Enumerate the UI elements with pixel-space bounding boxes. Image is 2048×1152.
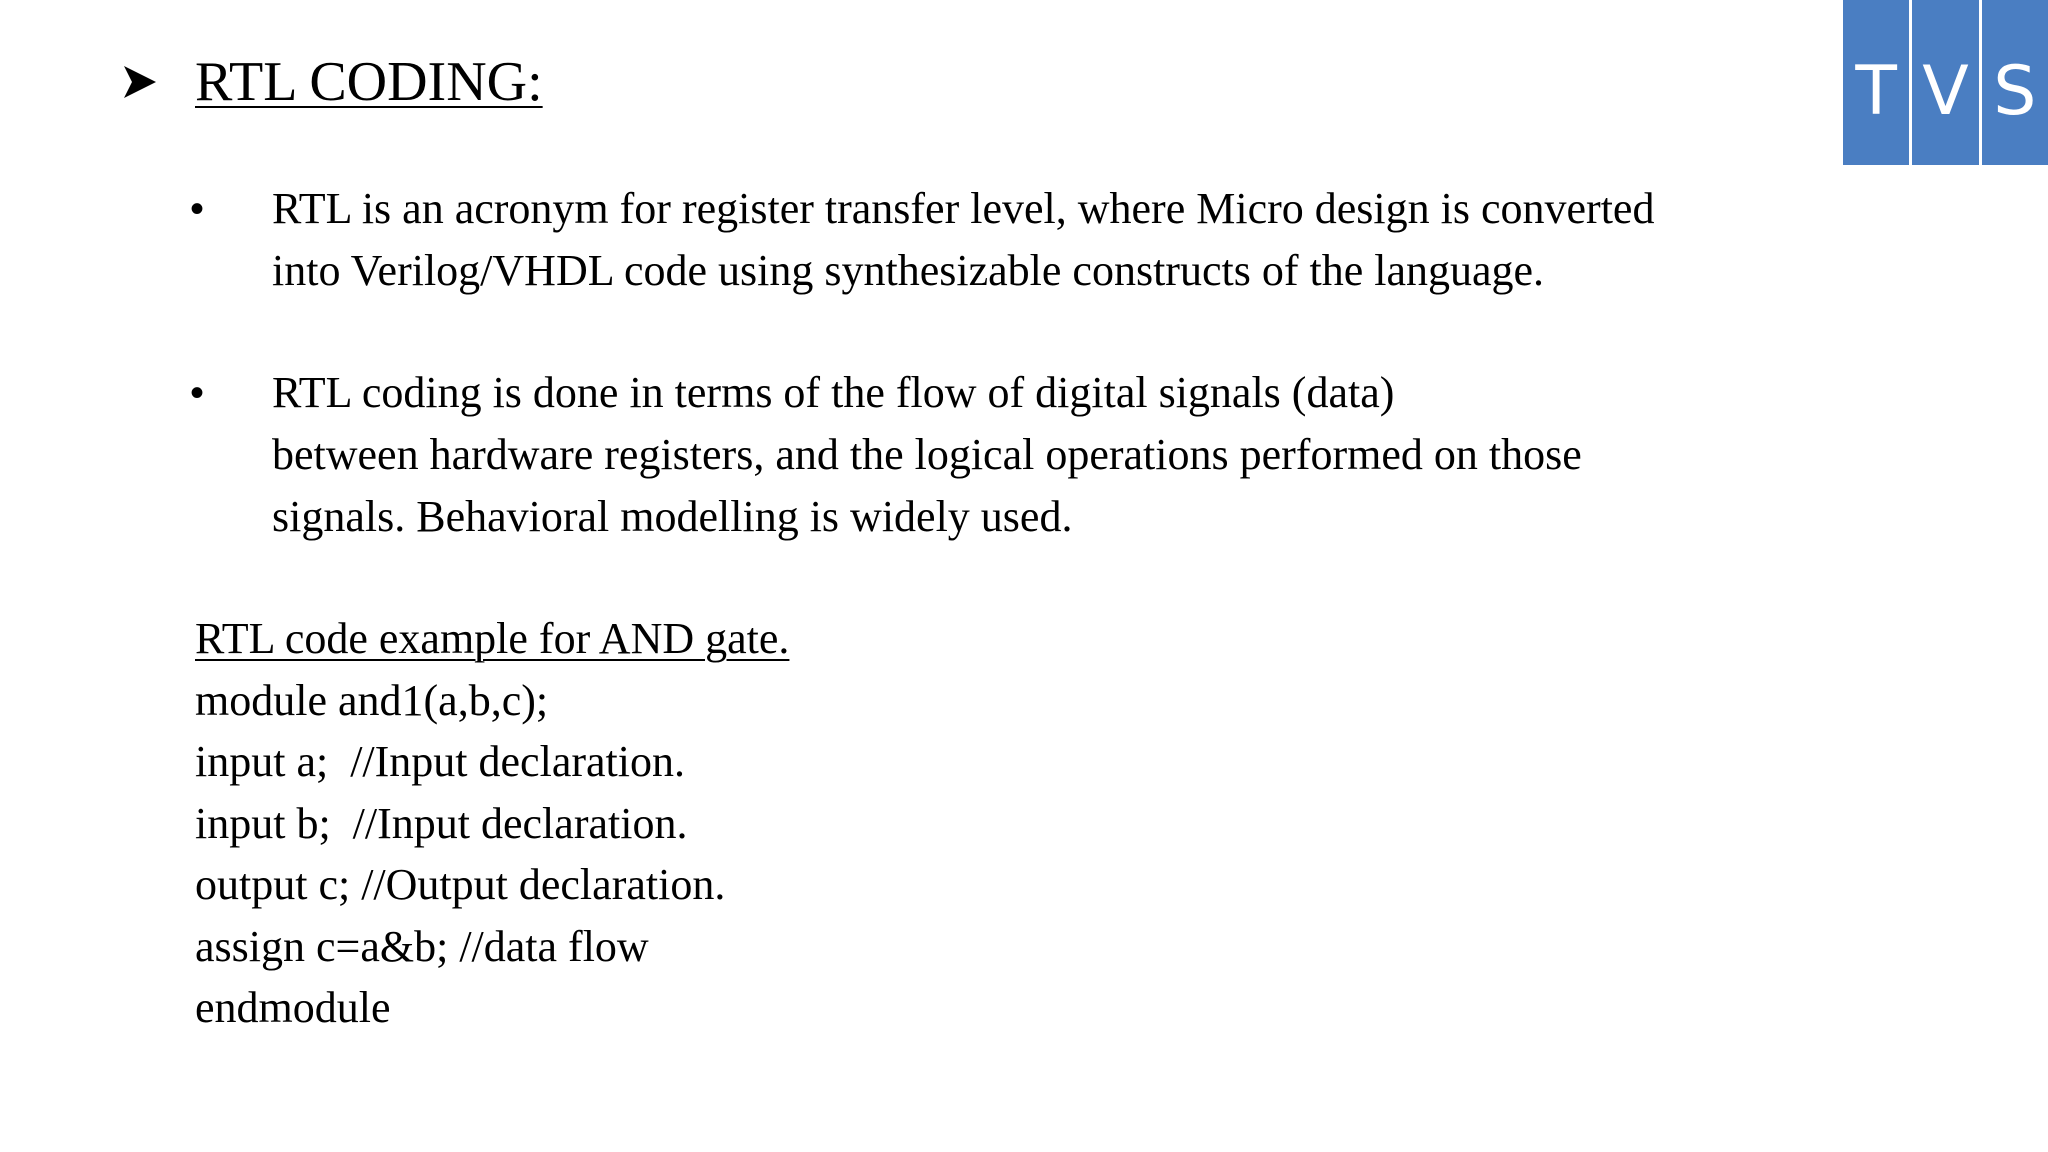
bullet-list xyxy=(190,178,1910,548)
tvs-logo xyxy=(1843,0,2048,165)
bullet-line: RTL is an acronym for register transfer level, where Micro design is converted xyxy=(272,184,1655,233)
heading-row xyxy=(120,50,543,114)
logo-letter: S xyxy=(1979,0,2048,165)
code-line: endmodule xyxy=(195,983,391,1032)
arrow-bullet-icon xyxy=(120,62,160,102)
code-line: output c; //Output declaration. xyxy=(195,860,726,909)
code-line: module and1(a,b,c); xyxy=(195,675,549,725)
bullet-line: into Verilog/VHDL code using synthesizable constructs of the language. xyxy=(272,246,1545,295)
page-title: RTL CODING: xyxy=(195,51,543,113)
bullet-line: signals. Behavioral modelling is widely used. xyxy=(272,492,1073,541)
bullet-line: RTL coding is done in terms of the flow of digital signals (data) xyxy=(272,368,1395,417)
bullet-line: between hardware registers, and the logical operations performed on those xyxy=(272,430,1582,479)
bullet-text xyxy=(272,362,1910,548)
bullet-dot-icon: • xyxy=(190,371,205,415)
logo-letter: T xyxy=(1855,51,1897,131)
bullet-text xyxy=(272,178,1910,302)
code-example xyxy=(195,608,789,1039)
code-line: input b; //Input declaration. xyxy=(195,798,688,848)
bullet-item xyxy=(190,362,1910,548)
bullet-item xyxy=(190,178,1910,302)
code-line: input a; //Input declaration. xyxy=(195,737,685,786)
logo-letter: V xyxy=(1909,0,1978,165)
bullet-dot-icon: • xyxy=(190,187,205,231)
code-line: assign c=a&b; //data flow xyxy=(195,921,649,971)
code-example-title: RTL code example for AND gate. xyxy=(195,614,790,663)
